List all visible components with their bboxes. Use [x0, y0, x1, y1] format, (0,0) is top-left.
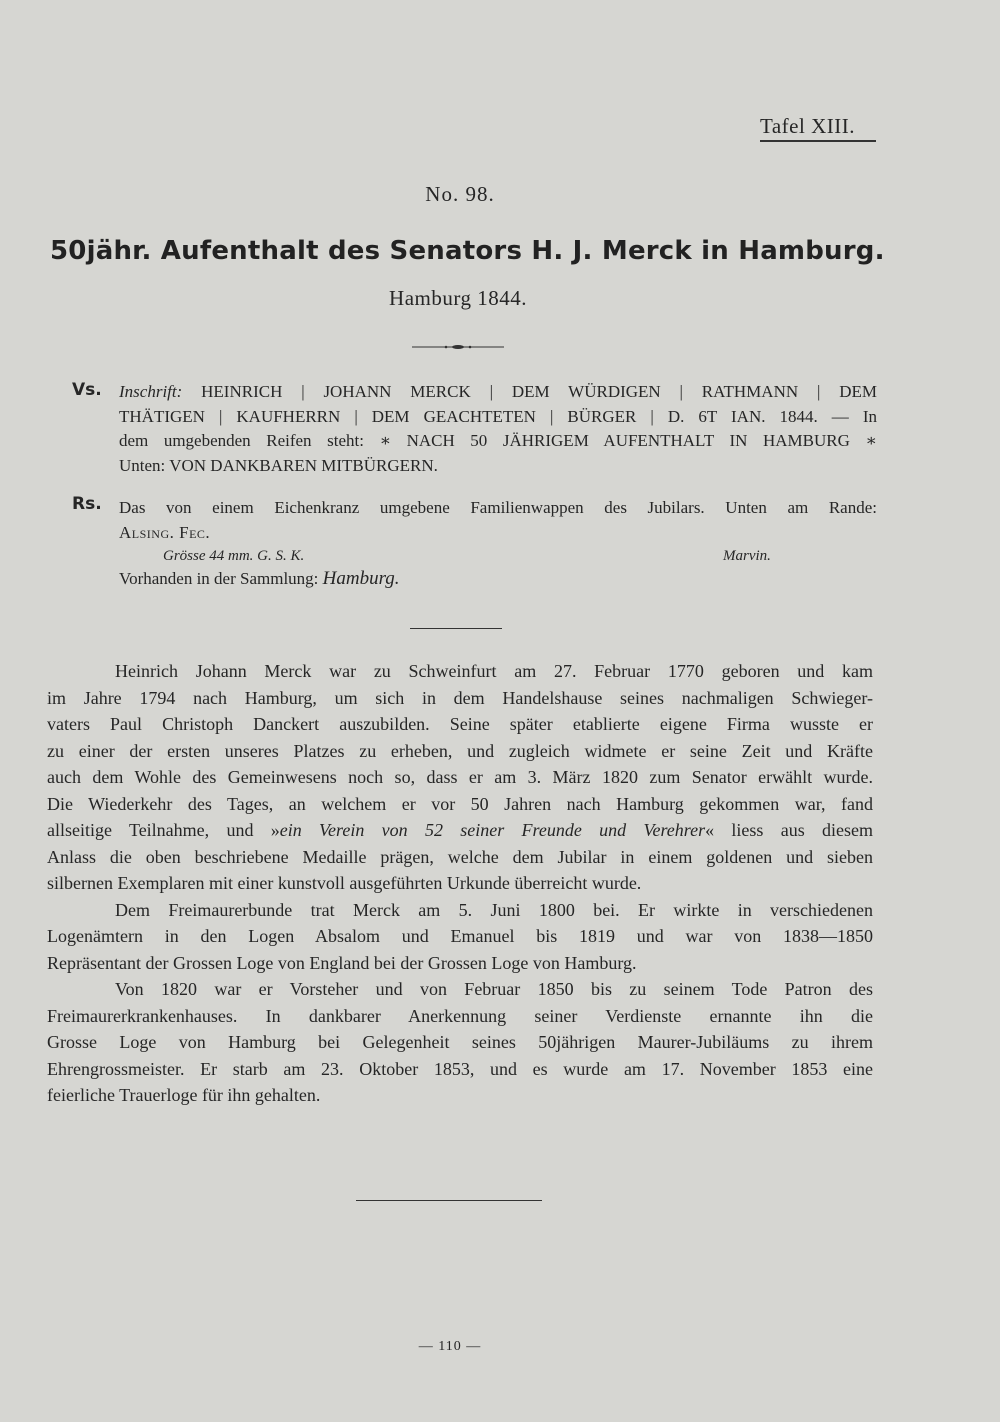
end-divider	[356, 1200, 542, 1201]
engraver-signature: Alsing. Fec.	[119, 522, 211, 542]
body-line: zu einer der ersten unseres Platzes zu erheben, und zugleich widmete er seine Zeit und Kräfte	[47, 740, 873, 761]
obverse-line: dem umgebenden Reifen steht: ∗ NACH 50 JÄHRIGEM AUFENTHALT IN HAMBURG ∗	[119, 431, 877, 450]
obverse-line	[119, 380, 877, 405]
body-line-start: allseitige Teilnahme, und »	[47, 820, 280, 840]
place-date: Hamburg 1844.	[389, 286, 527, 310]
reverse-description	[119, 496, 877, 545]
section-divider	[410, 628, 502, 629]
body-line: Grosse Loge von Hamburg bei Gelegenheit seines 50jährigen Maurer-Jubiläums zu ihrem	[47, 1032, 873, 1052]
body-line: auch dem Wohle des Gemeinwesens noch so, dass er am 3. März 1820 zum Senator erwählt wurde.	[47, 767, 873, 787]
obverse-line: THÄTIGEN | KAUFHERRN | DEM GEACHTETEN | BÜRGER | D. 6T IAN. 1844. — In	[119, 406, 877, 426]
body-line: Dem Freimaurerbunde trat Merck am 5. Juni 1800 bei. Er wirkte in verschiedenen	[115, 899, 873, 920]
body-line: Logenämtern in den Logen Absalom und Emanuel bis 1819 und war von 1838—1850	[47, 926, 873, 946]
quoted-phrase: ein Verein von 52 seiner Freunde und Verehrer	[279, 820, 706, 840]
page-title: 50jähr. Aufenthalt des Senators H. J. Merck in Hamburg.	[50, 236, 885, 266]
body-line: vaters Paul Christoph Danckert auszubilden. Seine später etablierte eigene Firma wusste er	[47, 714, 873, 734]
obverse-line: Unten: VON DANKBAREN MITBÜRGERN.	[119, 455, 438, 475]
medal-size: Grösse 44 mm. G. S. K.	[163, 548, 305, 564]
obverse-line-text: HEINRICH | JOHANN MERCK | DEM WÜRDIGEN | RATHMANN | DEM	[182, 382, 877, 401]
collection-label: Vorhanden in der Sammlung:	[119, 569, 319, 588]
plate-underline	[760, 140, 876, 142]
page-number: — 110 —	[418, 1339, 482, 1354]
catalog-number: No. 98.	[425, 182, 495, 206]
body-line: Von 1820 war er Vorsteher und von Februar 1850 bis zu seinem Tode Patron des	[115, 979, 873, 999]
medal-reference: Marvin.	[723, 548, 771, 564]
body-line: silbernen Exemplaren mit einer kunstvoll ausgeführten Urkunde überreicht wurde.	[47, 873, 642, 893]
body-line: Anlass die oben beschriebene Medaille prägen, welche dem Jubilar in einem goldenen und sieben	[47, 846, 873, 867]
obverse-description	[119, 380, 877, 478]
collection-info	[119, 568, 400, 590]
body-line: im Jahre 1794 nach Hamburg, um sich in dem Handelshause seines nachmaligen Schwieger-	[47, 687, 873, 708]
body-line: Freimaurerkrankenhauses. In dankbarer Anerkennung seiner Verdienste ernannte ihn die	[47, 1005, 873, 1026]
plate-label: Tafel XIII.	[760, 114, 855, 138]
inscription-label: Inschrift:	[119, 382, 183, 401]
ornament-divider	[412, 345, 504, 349]
reverse-label: Rs.	[72, 494, 102, 514]
body-line: Heinrich Johann Merck war zu Schweinfurt am 27. Februar 1770 geboren und kam	[115, 661, 873, 681]
body-line: feierliche Trauerloge für ihn gehalten.	[47, 1085, 321, 1105]
biography-text	[47, 658, 873, 1109]
body-line: Repräsentant der Grossen Loge von England bei der Grossen Loge von Hamburg.	[47, 952, 637, 973]
reverse-line: Das von einem Eichenkranz umgebene Familienwappen des Jubilars. Unten am Rande:	[119, 498, 877, 517]
body-line-end: « liess aus diesem	[705, 820, 873, 840]
body-line	[47, 817, 873, 844]
body-line: Die Wiederkehr des Tages, an welchem er vor 50 Jahren nach Hamburg gekommen war, fand	[47, 793, 873, 814]
collection-value: Hamburg.	[322, 568, 400, 589]
obverse-label: Vs.	[72, 380, 102, 400]
body-line: Ehrengrossmeister. Er starb am 23. Oktober 1853, und es wurde am 17. November 1853 eine	[47, 1058, 873, 1079]
